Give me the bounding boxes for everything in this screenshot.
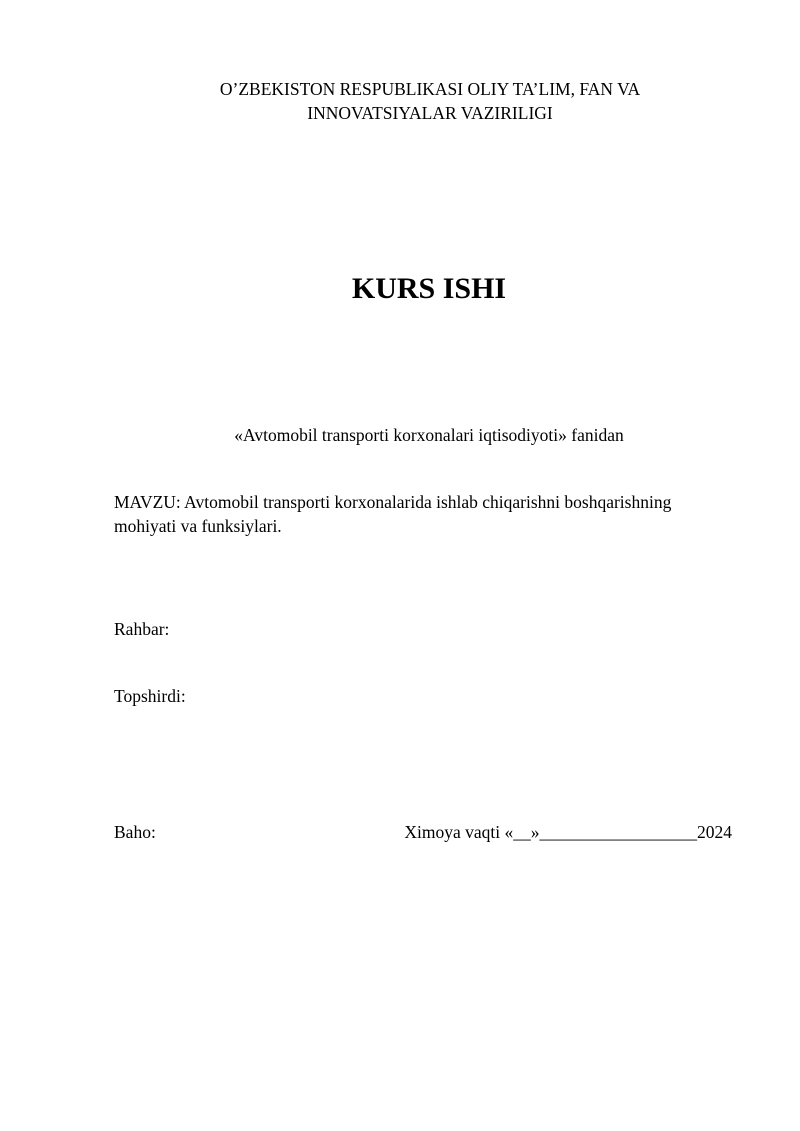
supervisor-label: Rahbar: bbox=[114, 619, 170, 639]
topic-line-2: mohiyati va funksiylari. bbox=[114, 516, 282, 536]
topic-block bbox=[114, 490, 754, 538]
ministry-line-1: O’ZBEKISTON RESPUBLIKASI OLIY TA’LIM, FAN VA bbox=[219, 79, 641, 99]
topic-line-1: MAVZU: Avtomobil transporti korxonalarida ishlab chiqarishni boshqarishning bbox=[114, 492, 672, 512]
defense-date: Ximoya vaqti «__»__________________2024 bbox=[404, 822, 732, 842]
ministry-header bbox=[110, 77, 750, 125]
grade-label: Baho: bbox=[114, 822, 156, 842]
subject-line: «Avtomobil transporti korxonalari iqtisodiyoti» fanidan bbox=[234, 425, 624, 445]
ministry-line-2: INNOVATSIYALAR VAZIRILIGI bbox=[307, 103, 553, 123]
submitted-by-label: Topshirdi: bbox=[114, 686, 186, 706]
document-title: KURS ISHI bbox=[351, 272, 507, 305]
